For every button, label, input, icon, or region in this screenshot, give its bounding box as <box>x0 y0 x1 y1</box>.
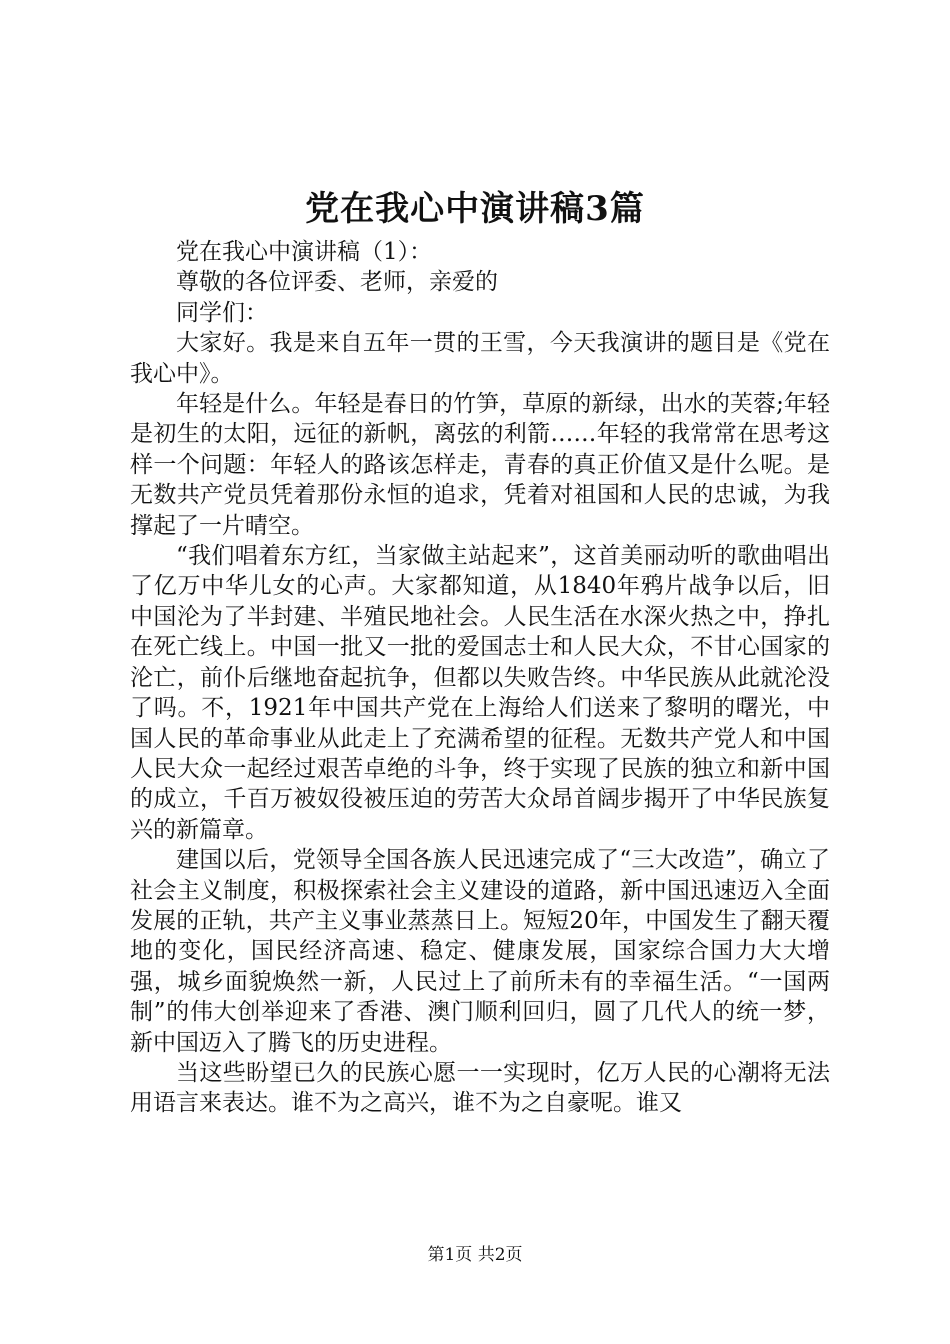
paragraph: 当这些盼望已久的民族心愿一一实现时，亿万人民的心潮将无法用语言来表达。谁不为之高兴，谁不为之自豪呢。谁又 <box>130 1059 830 1117</box>
paragraph: “我们唱着东方红，当家做主站起来”，这首美丽动听的歌曲唱出了亿万中华儿女的心声。大家都知道，从1840年鸦片战争以后，旧中国沦为了半封建、半殖民地社会。人民生活在水深火热之中，挣扎在死亡线上。中国一批又一批的爱国志士和人民大众，不甘心国家的沦亡，前仆后继地奋起抗争，但都以失败告终。中华民族从此就沦没了吗。不，1921年中国共产党在上海给人们送来了黎明的曙光，中国人民的革命事业从此走上了充满希望的征程。无数共产党人和中国人民大众一起经过艰苦卓绝的斗争，终于实现了民族的独立和新中国的成立，千百万被奴役被压迫的劳苦大众昂首阔步揭开了中华民族复兴的新篇章。 <box>130 543 830 843</box>
intro-line: 党在我心中演讲稿（1）： <box>176 239 433 265</box>
intro-line: 同学们： <box>176 299 268 326</box>
paragraph: 年轻是什么。年轻是春日的竹笋，草原的新绿，出水的芙蓉;年轻是初生的太阳，远征的新帆，离弦的利箭……年轻的我常常在思考这样一个问题：年轻人的路该怎样走，青春的真正价值又是什么呢。是无数共产党员凭着那份永恒的追求，凭着对祖国和人民的忠诚，为我撑起了一片晴空。 <box>130 391 830 539</box>
paragraph: 建国以后，党领导全国各族人民迅速完成了“三大改造”，确立了社会主义制度，积极探索社会主义建设的道路，新中国迅速迈入全面发展的正轨，共产主义事业蒸蒸日上。短短20年，中国发生了翻天覆地的变化，国民经济高速、稳定、健康发展，国家综合国力大大增强，城乡面貌焕然一新，人民过上了前所未有的幸福生活。“一国两制”的伟大创举迎来了香港、澳门顺利回归，圆了几代人的统一梦，新中国迈入了腾飞的历史进程。 <box>130 847 830 1056</box>
paragraph: 大家好。我是来自五年一贯的王雪，今天我演讲的题目是《党在我心中》。 <box>130 330 830 387</box>
intro-line: 尊敬的各位评委、老师，亲爱的 <box>176 269 498 296</box>
document-title: 党在我心中演讲稿3篇 <box>305 189 645 229</box>
page-footer: 第1页 共2页 <box>427 1245 523 1265</box>
document-body <box>130 237 830 1119</box>
